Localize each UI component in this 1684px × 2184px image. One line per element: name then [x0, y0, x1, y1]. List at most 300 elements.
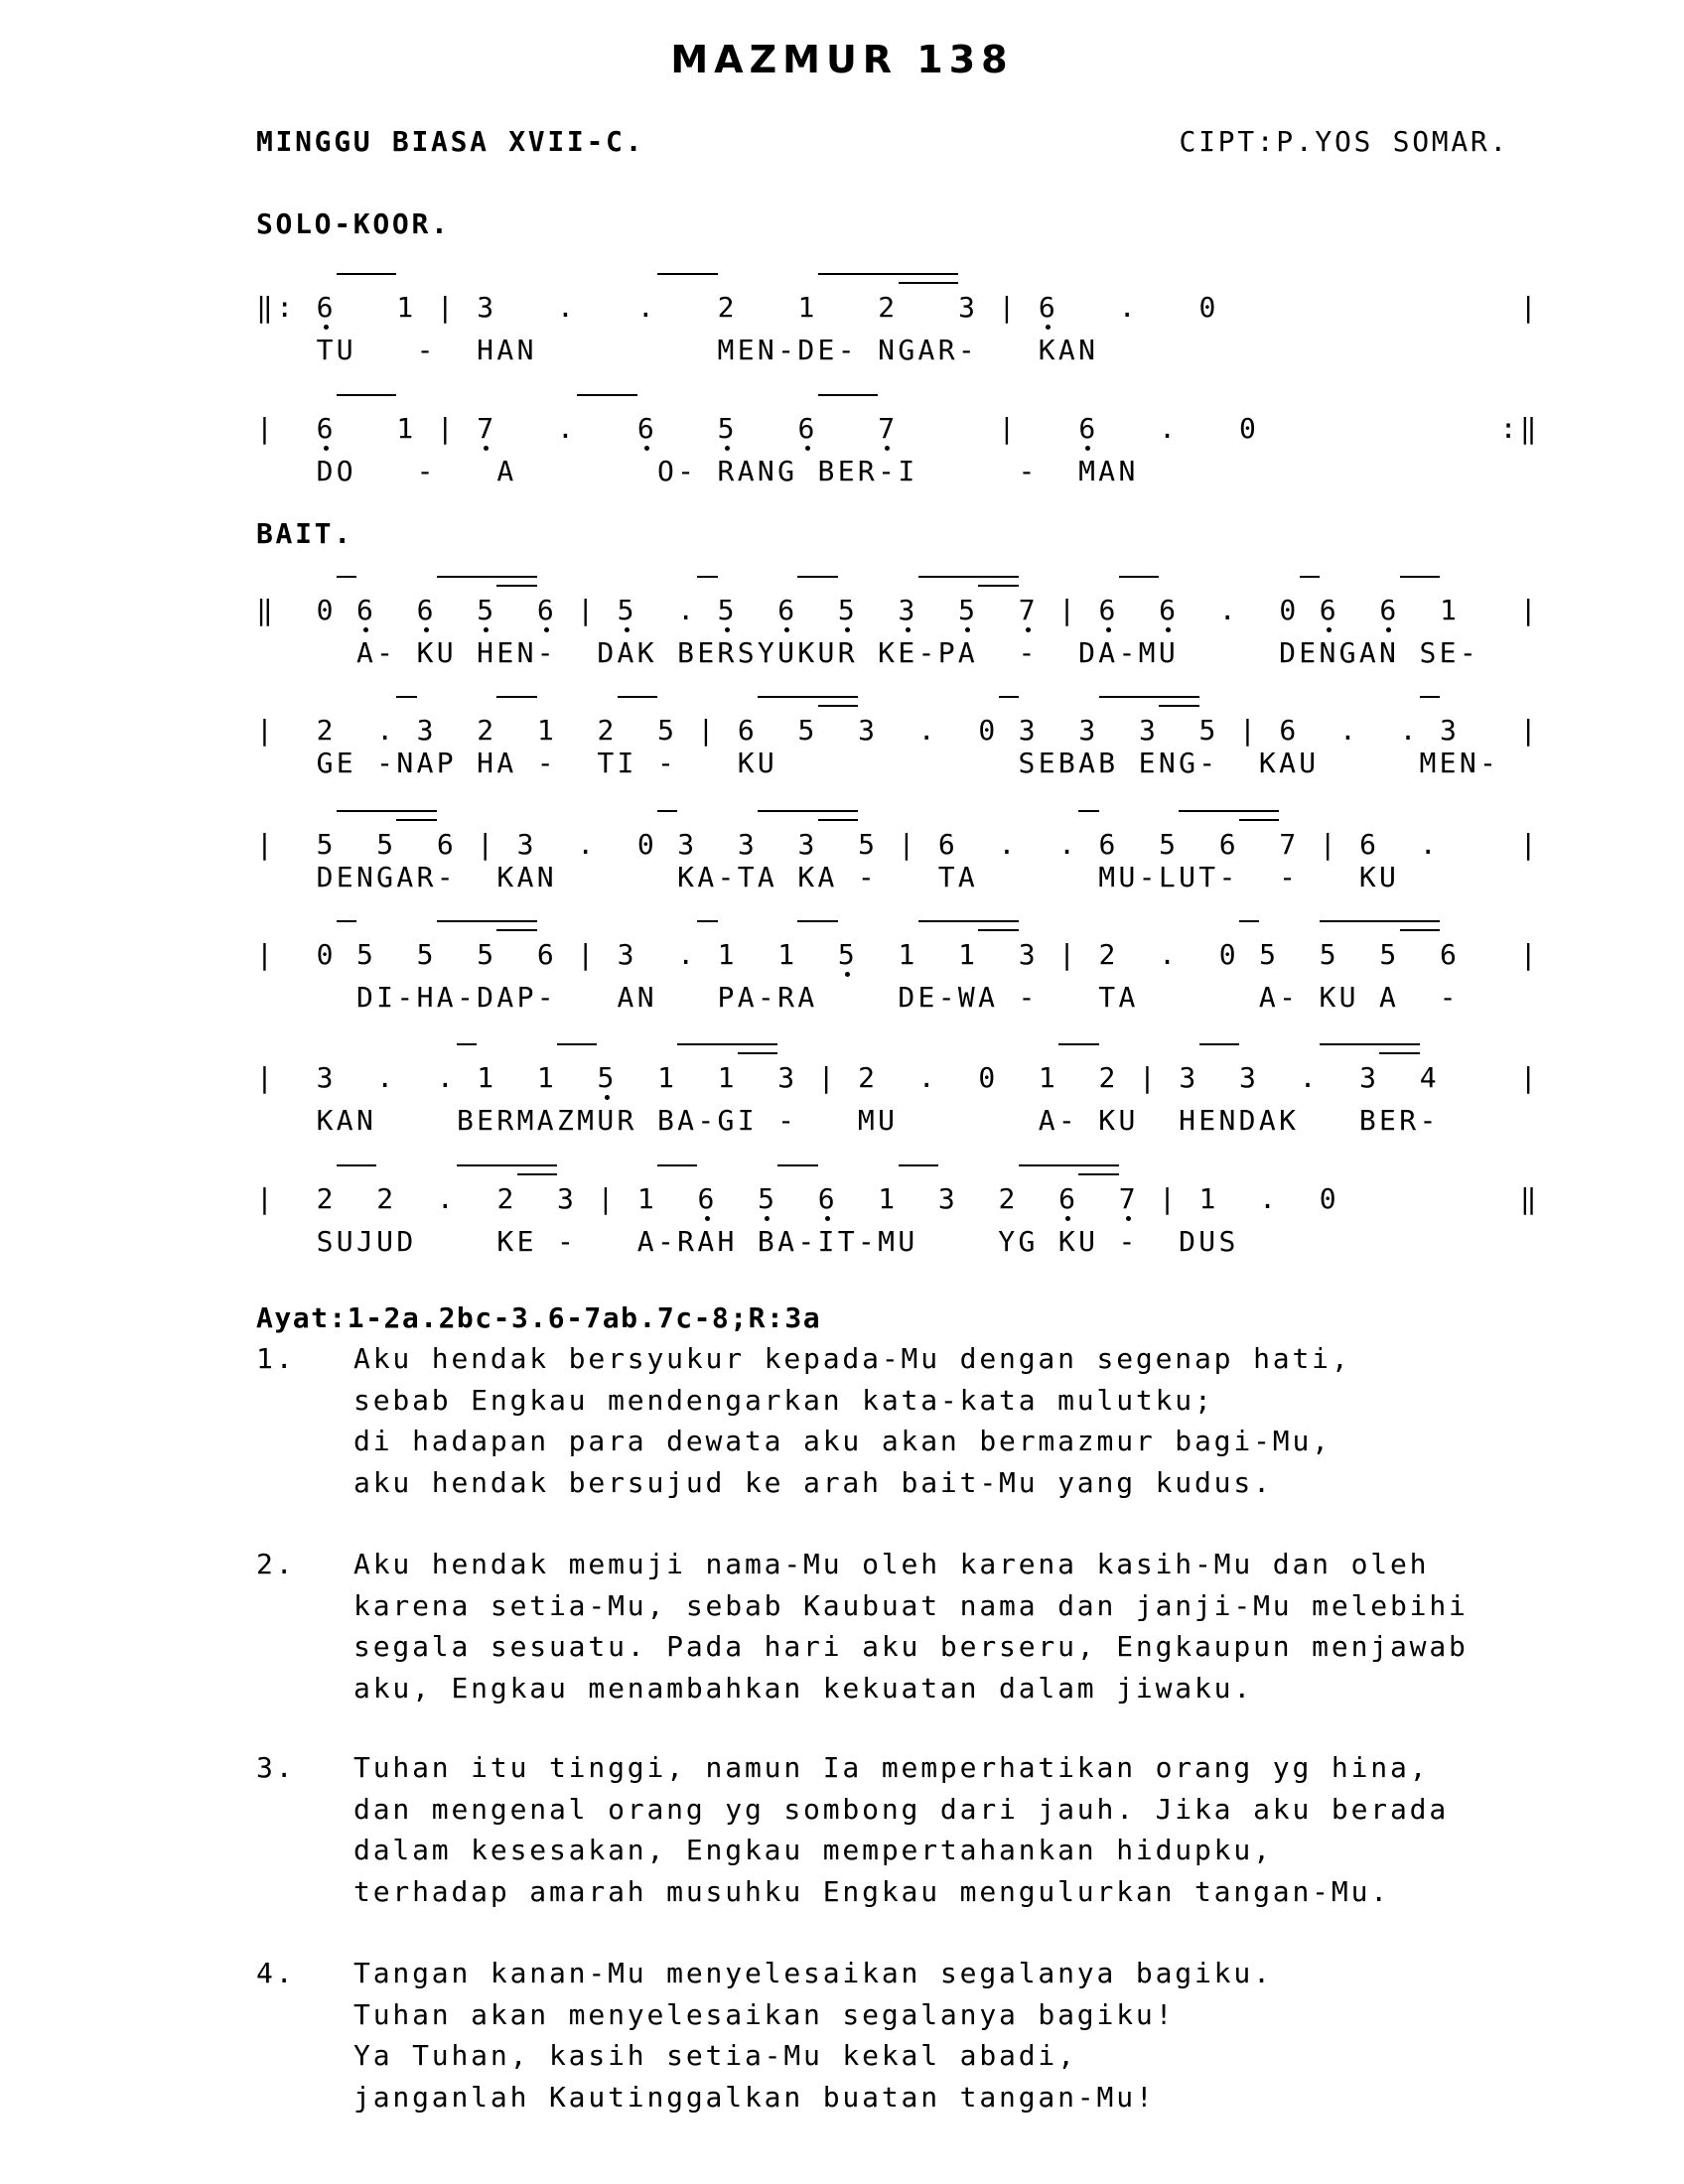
note-line: ‖ 0 6 6 5 6 | 5 . 5 6 5 3 5 7 | 6 6 . 0 6 6 1 | [256, 594, 1540, 626]
low-octave-note: 6 [636, 412, 658, 445]
beam-gap [1039, 578, 1058, 592]
beam-gap [858, 1166, 878, 1180]
beam-marks [256, 273, 958, 287]
beam-gap [918, 1045, 938, 1059]
beam-gap [557, 578, 577, 592]
beam-gap [276, 578, 296, 592]
beam-segment [376, 273, 396, 289]
beam-segment [657, 1164, 677, 1180]
beam-gap [457, 396, 477, 410]
beam-segment [899, 1164, 918, 1180]
page-title: MAZMUR 138 [670, 38, 1014, 81]
beam-segment [457, 1043, 477, 1059]
beam-gap [517, 1045, 537, 1059]
beam-gap [1199, 698, 1219, 712]
beam-segment [477, 920, 496, 936]
low-octave-note: 6 [536, 594, 558, 626]
low-octave-note: 6 [1058, 1182, 1079, 1215]
beam-gap [276, 396, 296, 410]
beam-gap [1239, 1045, 1259, 1059]
beam-gap [1099, 922, 1119, 936]
beam-segment [838, 696, 858, 712]
beam-gap [718, 275, 738, 289]
beam-gap [276, 275, 296, 289]
beam-gap [1058, 922, 1078, 936]
beam-segment [677, 1164, 697, 1180]
beam-segment [517, 576, 537, 592]
beam-gap [838, 922, 858, 936]
beam-segment [797, 810, 817, 826]
beam-segment [1099, 696, 1119, 712]
beam-segment [918, 920, 938, 936]
beam-gap [417, 698, 437, 712]
low-octave-note: 5 [758, 1182, 778, 1215]
beam-segment [1219, 810, 1239, 826]
beam-segment [1099, 1164, 1119, 1180]
beam-gap [597, 578, 617, 592]
beam-gap [797, 1045, 817, 1059]
beam-segment [376, 810, 396, 826]
low-octave-note: 3 [898, 594, 918, 626]
beam-gap [577, 812, 597, 826]
beam-gap [537, 396, 557, 410]
beam-marks [256, 1164, 1119, 1178]
beam-gap [296, 1166, 316, 1180]
beam-gap [317, 922, 337, 936]
beam-gap [597, 812, 617, 826]
beam-segment [858, 394, 878, 410]
beam-gap [597, 275, 617, 289]
beam-gap [577, 578, 597, 592]
verse-line: Aku hendak memuji nama-Mu oleh karena kasih-Mu dan oleh [353, 1548, 1430, 1580]
beam-segment [858, 273, 878, 289]
beam-gap [738, 396, 758, 410]
beam-gap [738, 812, 758, 826]
low-octave-note: 5 [837, 594, 859, 626]
verse-line: karena setia-Mu, sebab Kaubuat nama dan janji-Mu melebihi [353, 1588, 1469, 1622]
beam-segment [878, 273, 898, 289]
beam-gap [1400, 698, 1420, 712]
beam-gap [758, 1166, 777, 1180]
beam-gap [396, 396, 416, 410]
beam-gap [1300, 922, 1320, 936]
beam-gap [1019, 922, 1039, 936]
beam-gap [938, 1166, 958, 1180]
verse-reference: Ayat:1-2a.2bc-3.6-7ab.7c-8;R:3a [256, 1301, 822, 1334]
beam-segment [938, 920, 958, 936]
beam-segment [677, 273, 697, 289]
bait-staff-line-3 [256, 810, 1547, 919]
verse-line: terhadap amarah musuhku Engkau mengulurkan tangan-Mu. [353, 1874, 1390, 1908]
low-octave-note: 6 [777, 594, 798, 626]
beam-gap [296, 275, 316, 289]
beam-gap [296, 922, 316, 936]
beam-segment [697, 1043, 717, 1059]
beam-gap [1279, 578, 1299, 592]
beam-segment [797, 920, 817, 936]
beam-gap [417, 922, 437, 936]
beam-segment [1339, 920, 1359, 936]
beam-gap [1179, 922, 1198, 936]
beam-gap [1119, 812, 1139, 826]
low-octave-note: 7 [477, 412, 497, 445]
beam-gap [797, 396, 817, 410]
beam-gap [517, 396, 537, 410]
beam-gap [697, 1166, 717, 1180]
lyric-line: KAN BERMAZMUR BA-GI - MU A- KU HENDAK BER- [256, 1104, 1440, 1137]
beam-gap [417, 578, 437, 592]
beam-segment [758, 696, 777, 712]
beam-gap [1320, 578, 1339, 592]
beam-gap [1039, 1045, 1058, 1059]
beam-gap [457, 275, 477, 289]
beam-gap [417, 1166, 437, 1180]
beam-segment [396, 696, 416, 712]
beam-segment [356, 1164, 376, 1180]
beam-gap [858, 1045, 878, 1059]
beam-segment [677, 1043, 697, 1059]
beam-gap [1159, 1045, 1179, 1059]
beam-gap [457, 812, 477, 826]
beam-gap [1239, 578, 1259, 592]
beam-segment [1359, 920, 1379, 936]
beam-segment [899, 273, 918, 289]
beam-gap [597, 1045, 617, 1059]
beam-segment [337, 1164, 356, 1180]
bait-staff-line-2 [256, 696, 1547, 805]
beam-segment [337, 810, 356, 826]
beam-gap [1039, 922, 1058, 936]
low-octave-note: 6 [817, 1182, 838, 1215]
beam-segment [1339, 1043, 1359, 1059]
beam-gap [637, 922, 657, 936]
beam-segment [496, 1164, 516, 1180]
beam-segment [1379, 920, 1399, 936]
low-octave-note: 6 [1078, 412, 1099, 445]
beam-gap [597, 1166, 617, 1180]
lyric-line: TU - HAN MEN-DE- NGAR- KAN [256, 334, 1099, 366]
beam-gap [1019, 1045, 1039, 1059]
beam-gap [677, 698, 697, 712]
beam-segment [697, 273, 717, 289]
beam-gap [496, 1045, 516, 1059]
beam-segment [657, 810, 677, 826]
beam-gap [1199, 922, 1219, 936]
beam-gap [1239, 698, 1259, 712]
beam-gap [537, 922, 557, 936]
beam-gap [777, 1045, 797, 1059]
low-octave-note: 6 [797, 412, 818, 445]
beam-gap [396, 1166, 416, 1180]
beam-segment [437, 920, 457, 936]
beam-gap [1259, 922, 1279, 936]
beam-gap [496, 812, 516, 826]
beam-segment [1420, 920, 1440, 936]
beam-segment [496, 920, 516, 936]
beam-marks [256, 394, 878, 408]
beam-gap [618, 275, 637, 289]
beam-gap [1099, 1045, 1119, 1059]
verse-number: 4. [256, 1957, 296, 1989]
beam-segment [1300, 576, 1320, 592]
beam-gap [1179, 578, 1198, 592]
beam-gap [1219, 698, 1239, 712]
beam-gap [317, 1045, 337, 1059]
beam-segment [577, 1043, 597, 1059]
beam-segment [417, 810, 437, 826]
low-octave-note: 7 [1118, 1182, 1139, 1215]
beam-gap [356, 922, 376, 936]
low-octave-note: 5 [597, 1061, 618, 1094]
beam-gap [537, 1045, 557, 1059]
beam-segment [777, 696, 797, 712]
beam-segment [517, 1164, 537, 1180]
beam-segment [797, 1164, 817, 1180]
beam-segment [457, 920, 477, 936]
beam-segment [697, 576, 717, 592]
beam-gap [858, 922, 878, 936]
beam-gap [818, 1166, 838, 1180]
beam-gap [256, 1166, 276, 1180]
beam-gap [777, 922, 797, 936]
beam-gap [918, 812, 938, 826]
beam-gap [677, 578, 697, 592]
bait-staff-line-4 [256, 920, 1547, 1029]
beam-gap [296, 1045, 316, 1059]
beam-gap [1159, 922, 1179, 936]
beam-gap [517, 275, 537, 289]
beam-gap [477, 698, 496, 712]
beam-gap [618, 812, 637, 826]
beam-gap [738, 578, 758, 592]
beam-gap [577, 1166, 597, 1180]
low-octave-note: 7 [878, 412, 899, 445]
verse-line: Tangan kanan-Mu menyelesaikan segalanya bagiku. [353, 1957, 1273, 1989]
beam-gap [738, 1166, 758, 1180]
beam-gap [537, 812, 557, 826]
low-octave-note: 5 [717, 412, 738, 445]
beam-gap [557, 396, 577, 410]
beam-gap [1058, 698, 1078, 712]
beam-gap [376, 1166, 396, 1180]
beam-gap [838, 578, 858, 592]
beam-gap [718, 698, 738, 712]
beam-gap [899, 578, 918, 592]
beam-gap [718, 812, 738, 826]
beam-segment [577, 394, 597, 410]
beam-gap [276, 812, 296, 826]
beam-gap [1279, 922, 1299, 936]
beam-gap [878, 1166, 898, 1180]
beam-gap [317, 396, 337, 410]
beam-segment [1199, 1043, 1219, 1059]
beam-gap [618, 1045, 637, 1059]
beam-gap [738, 922, 758, 936]
beam-gap [1119, 1045, 1139, 1059]
low-octave-note: 6 [697, 1182, 718, 1215]
verse-line: sebab Engkau mendengarkan kata-kata mulutku; [353, 1383, 1214, 1417]
beam-segment [938, 576, 958, 592]
beam-gap [1078, 922, 1098, 936]
beam-segment [1359, 1043, 1379, 1059]
beam-gap [437, 698, 457, 712]
beam-gap [1019, 698, 1039, 712]
beam-segment [818, 810, 838, 826]
beam-segment [838, 394, 858, 410]
beam-segment [1058, 1043, 1078, 1059]
beam-gap [296, 396, 316, 410]
beam-gap [838, 1166, 858, 1180]
beam-gap [657, 396, 677, 410]
verse-line: dan mengenal orang yg sombong dari jauh. Jika aku berada [353, 1792, 1450, 1826]
beam-gap [477, 1045, 496, 1059]
beam-segment [1379, 1043, 1399, 1059]
beam-gap [637, 578, 657, 592]
beam-gap [797, 275, 817, 289]
beam-segment [1179, 810, 1198, 826]
low-octave-note: 6 [356, 594, 377, 626]
note-line: | 5 5 6 | 3 . 0 3 3 3 5 | 6 . . 6 5 6 7 | 6 . | [256, 828, 1540, 861]
beam-gap [999, 812, 1019, 826]
beam-gap [1139, 1045, 1159, 1059]
beam-gap [1259, 698, 1279, 712]
beam-segment [356, 810, 376, 826]
beam-segment [337, 576, 356, 592]
beam-gap [1279, 1045, 1299, 1059]
beam-gap [356, 1045, 376, 1059]
beam-segment [517, 920, 537, 936]
verse-section-label: BAIT. [256, 517, 353, 550]
beam-gap [376, 578, 396, 592]
beam-segment [1320, 920, 1339, 936]
beam-gap [899, 1045, 918, 1059]
beam-segment [838, 810, 858, 826]
beam-segment [918, 273, 938, 289]
beam-gap [657, 698, 677, 712]
beam-segment [918, 576, 938, 592]
beam-segment [999, 576, 1019, 592]
beam-gap [858, 812, 878, 826]
note-line: ‖: 6 1 | 3 . . 2 1 2 3 | 6 . 0 | [256, 291, 1540, 324]
beam-segment [457, 576, 477, 592]
beam-gap [477, 275, 496, 289]
low-octave-note: 6 [1319, 594, 1339, 626]
beam-segment [1320, 1043, 1339, 1059]
beam-gap [537, 698, 557, 712]
beam-gap [938, 1045, 958, 1059]
beam-gap [1179, 1045, 1198, 1059]
beam-gap [1159, 812, 1179, 826]
beam-gap [437, 396, 457, 410]
beam-segment [356, 394, 376, 410]
beam-gap [1300, 1045, 1320, 1059]
beam-gap [677, 396, 697, 410]
beam-segment [1239, 920, 1259, 936]
beam-segment [818, 696, 838, 712]
beam-segment [618, 696, 637, 712]
beam-gap [958, 698, 978, 712]
beam-segment [797, 696, 817, 712]
beam-segment [1400, 1043, 1420, 1059]
beam-gap [256, 275, 276, 289]
beam-segment [838, 273, 858, 289]
beam-gap [1119, 922, 1139, 936]
beam-segment [1239, 810, 1259, 826]
beam-segment [356, 273, 376, 289]
low-octave-note: 6 [316, 412, 337, 445]
beam-gap [618, 1166, 637, 1180]
verse-line: aku hendak bersujud ke arah bait-Mu yang kudus. [353, 1465, 1273, 1499]
beam-gap [918, 698, 938, 712]
note-line: | 0 5 5 5 6 | 3 . 1 1 5 1 1 3 | 2 . 0 5 5 5 6 | [256, 938, 1540, 971]
beam-gap [738, 275, 758, 289]
low-octave-note: 6 [1098, 594, 1119, 626]
beam-gap [758, 275, 777, 289]
beam-segment [938, 273, 958, 289]
beam-gap [557, 1166, 577, 1180]
beam-segment [1139, 696, 1159, 712]
beam-gap [317, 1166, 337, 1180]
beam-segment [958, 576, 978, 592]
beam-gap [317, 812, 337, 826]
beam-marks [256, 576, 1440, 590]
beam-gap [958, 1045, 978, 1059]
beam-segment [1199, 810, 1219, 826]
beam-segment [597, 394, 617, 410]
beam-gap [496, 396, 516, 410]
beam-segment [958, 920, 978, 936]
beam-gap [1339, 698, 1359, 712]
beam-gap [777, 396, 797, 410]
beam-gap [878, 812, 898, 826]
beam-gap [256, 698, 276, 712]
beam-gap [1139, 922, 1159, 936]
beam-gap [577, 922, 597, 936]
verse-line: Tuhan itu tinggi, namun Ia memperhatikan orang yg hina, [353, 1751, 1430, 1784]
beam-gap [1379, 698, 1399, 712]
beam-gap [1078, 578, 1098, 592]
beam-gap [276, 922, 296, 936]
verse-line: Aku hendak bersyukur kepada-Mu dengan segenap hati, [353, 1342, 1351, 1375]
beam-gap [899, 698, 918, 712]
beam-segment [1159, 696, 1179, 712]
beam-gap [557, 812, 577, 826]
beam-gap [317, 275, 337, 289]
beam-gap [758, 922, 777, 936]
note-line: | 6 1 | 7 . 6 5 6 7 | 6 . 0 :‖ [256, 412, 1540, 445]
verse-number: 3. [256, 1751, 296, 1784]
beam-segment [618, 394, 637, 410]
beam-segment [777, 1164, 797, 1180]
verse-number: 1. [256, 1342, 296, 1375]
lyric-line: SUJUD KE - A-RAH BA-IT-MU YG KU - DUS [256, 1225, 1239, 1258]
verse-number: 2. [256, 1548, 296, 1580]
beam-gap [1199, 578, 1219, 592]
verse-line: dalam kesesakan, Engkau mempertahankan hidupku, [353, 1834, 1273, 1866]
beam-segment [477, 576, 496, 592]
beam-gap [577, 698, 597, 712]
beam-segment [337, 394, 356, 410]
composer-credit: CIPT:P.YOS SOMAR. [1179, 125, 1509, 158]
beam-gap [637, 275, 657, 289]
refrain-staff-line-1 [256, 273, 1547, 382]
beam-segment [1058, 1164, 1078, 1180]
refrain-staff-line-2 [256, 394, 1547, 503]
beam-segment [758, 810, 777, 826]
bait-staff-line-5 [256, 1043, 1547, 1153]
beam-gap [718, 396, 738, 410]
beam-gap [296, 578, 316, 592]
